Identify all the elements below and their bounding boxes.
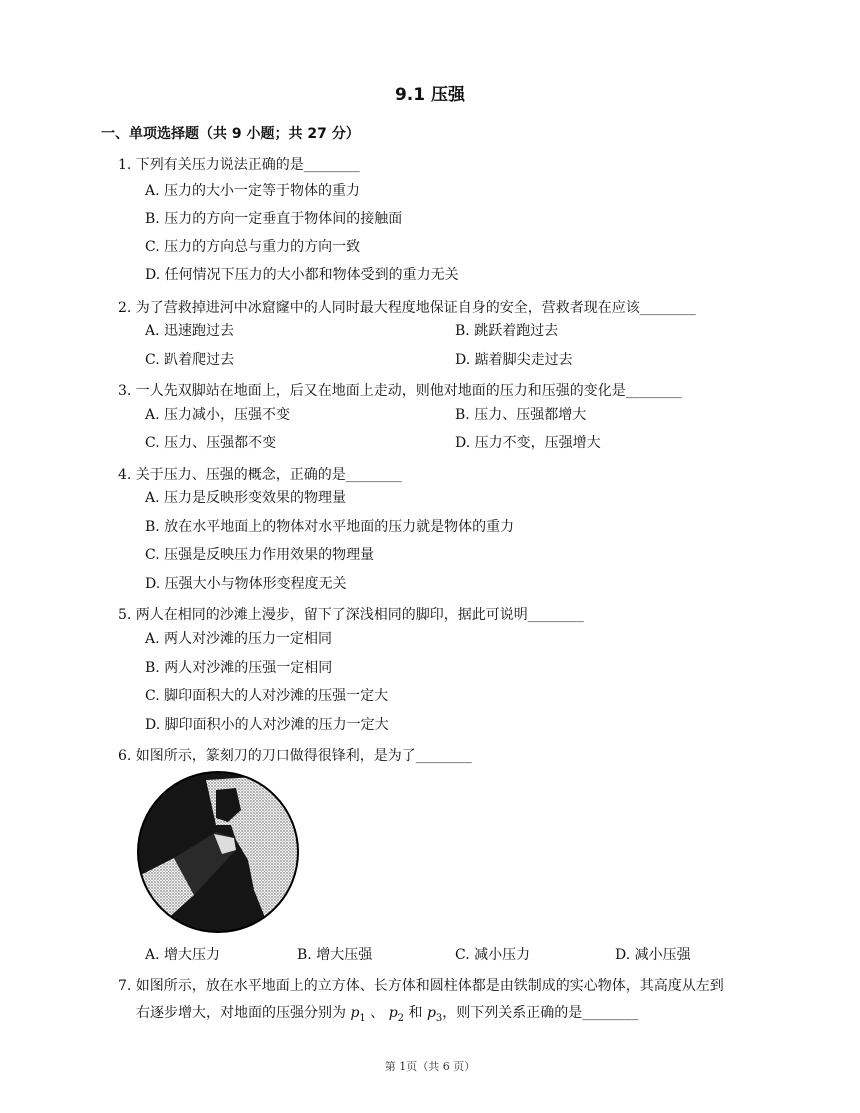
question-5-option-d: D. 脚印面积小的人对沙滩的压力一定大	[145, 717, 389, 733]
question-6-option-a: A. 增大压力	[145, 947, 221, 963]
question-1-option-a: A. 压力的大小一定等于物体的重力	[145, 183, 361, 199]
question-7-separator-1: 、	[370, 1005, 385, 1021]
page-footer: 第 1页（共 6 页）	[384, 1060, 476, 1073]
question-6-stem: 6. 如图所示，篆刻刀的刀口做得很锋利，是为了________	[118, 748, 472, 764]
question-5-option-a: A. 两人对沙滩的压力一定相同	[145, 631, 333, 647]
pressure-p2: $p_2$	[388, 1005, 405, 1024]
question-5-option-b: B. 两人对沙滩的压强一定相同	[145, 660, 333, 676]
question-1-stem: 1. 下列有关压力说法正确的是________	[118, 157, 360, 173]
question-1-option-b: B. 压力的方向一定垂直于物体间的接触面	[145, 211, 403, 227]
question-2-option-d: D. 踮着脚尖走过去	[455, 352, 573, 368]
question-7-text-post: ，则下列关系正确的是________	[442, 1005, 639, 1021]
page-title: 9.1 压强	[394, 85, 466, 105]
question-3-option-a: A. 压力减小，压强不变	[145, 407, 291, 423]
question-5-option-c: C. 脚印面积大的人对沙滩的压强一定大	[145, 688, 389, 704]
question-7-stem-line2	[136, 1002, 638, 1024]
question-4-option-a: A. 压力是反映形变效果的物理量	[145, 490, 347, 506]
question-7-stem-line1: 7. 如图所示，放在水平地面上的立方体、长方体和圆柱体都是由铁制成的实心物体，其高度从左到	[118, 978, 724, 994]
question-4-option-d: D. 压强大小与物体形变程度无关	[145, 576, 347, 592]
question-3-option-c: C. 压力、压强都不变	[145, 435, 277, 451]
question-6-option-b: B. 增大压强	[297, 947, 373, 963]
question-3-stem: 3. 一人先双脚站在地面上，后又在地面上走动，则他对地面的压力和压强的变化是________	[118, 383, 682, 399]
question-1-option-d: D. 任何情况下压力的大小都和物体受到的重力无关	[145, 267, 459, 283]
pressure-p1: $p_1$	[350, 1005, 366, 1024]
carving-knife-figure	[136, 770, 300, 934]
question-2-option-a: A. 迅速跑过去	[145, 323, 235, 339]
question-1-option-c: C. 压力的方向总与重力的方向一致	[145, 239, 361, 255]
question-2-stem: 2. 为了营救掉进河中冰窟窿中的人同时最大程度地保证自身的安全，营救者现在应该________	[118, 300, 696, 316]
question-4-stem: 4. 关于压力、压强的概念，正确的是________	[118, 467, 402, 483]
section-heading: 一、单项选择题（共 9 小题；共 27 分）	[101, 126, 360, 142]
question-7-separator-2: 和	[408, 1005, 423, 1021]
question-7-text-pre: 右逐步增大，对地面的压强分别为	[136, 1005, 346, 1021]
question-5-stem: 5. 两人在相同的沙滩上漫步，留下了深浅相同的脚印，据此可说明________	[118, 607, 584, 623]
question-3-option-d: D. 压力不变，压强增大	[455, 435, 601, 451]
pressure-p3: $p_3$	[426, 1005, 443, 1024]
question-3-option-b: B. 压力、压强都增大	[455, 407, 587, 423]
question-6-option-c: C. 减小压力	[455, 947, 531, 963]
question-2-option-c: C. 趴着爬过去	[145, 352, 235, 368]
question-6-option-d: D. 减小压强	[615, 947, 691, 963]
question-4-option-c: C. 压强是反映压力作用效果的物理量	[145, 547, 375, 563]
question-4-option-b: B. 放在水平地面上的物体对水平地面的压力就是物体的重力	[145, 519, 515, 535]
question-2-option-b: B. 跳跃着跑过去	[455, 323, 559, 339]
